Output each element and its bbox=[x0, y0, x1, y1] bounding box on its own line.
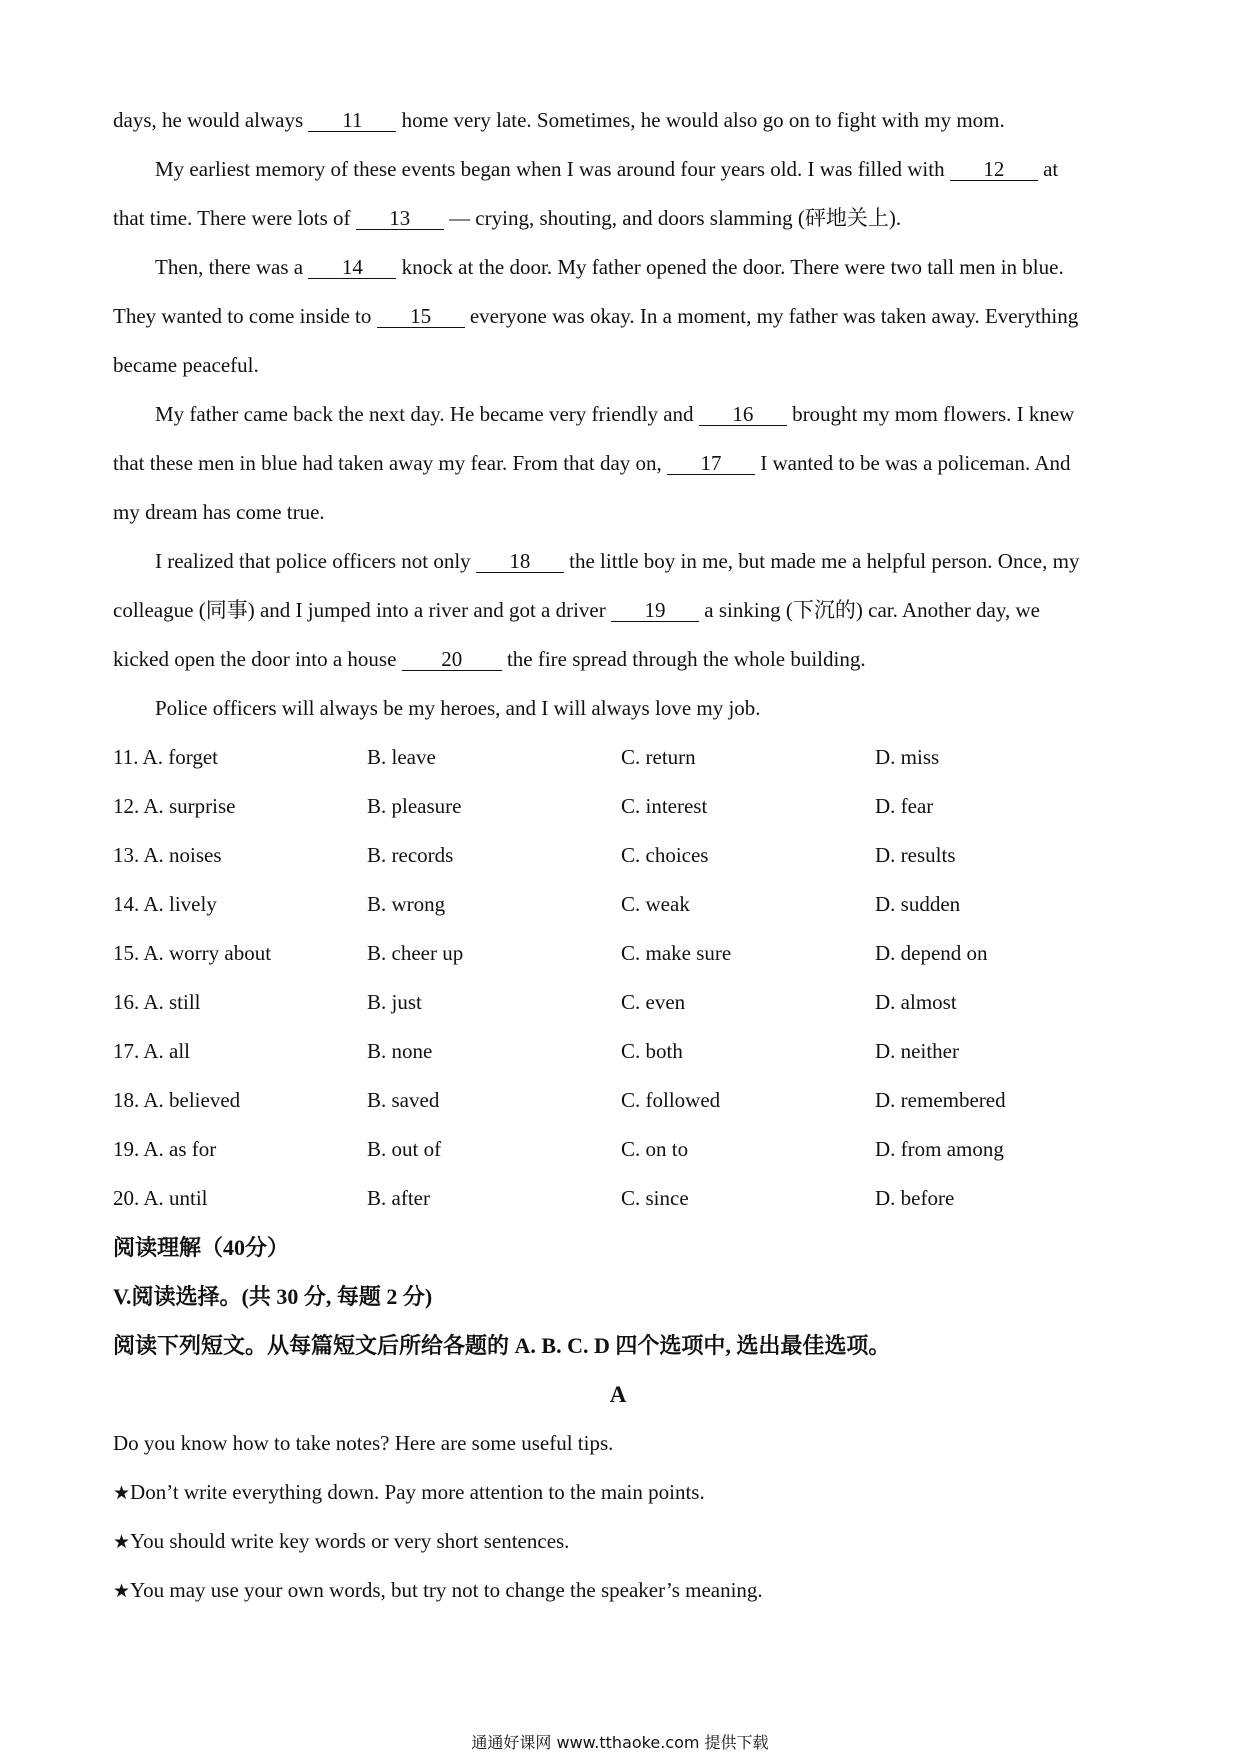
options-grid bbox=[113, 733, 1123, 1223]
option-d: D. neither bbox=[875, 1039, 959, 1063]
star-icon: ★ bbox=[113, 1531, 131, 1553]
option-a: 19. A. as for bbox=[113, 1137, 217, 1161]
text: everyone was okay. In a moment, my father was taken away. Everything bbox=[464, 304, 1079, 328]
option-d: D. from among bbox=[875, 1137, 1004, 1161]
text: home very late. Sometimes, he would also go on to fight with my mom. bbox=[396, 108, 1005, 132]
option-d: D. fear bbox=[875, 794, 934, 818]
option-c: C. both bbox=[621, 1039, 683, 1063]
passage-line: my dream has come true. bbox=[113, 500, 325, 524]
option-a: 18. A. believed bbox=[113, 1088, 241, 1112]
option-b: B. after bbox=[367, 1186, 430, 1210]
option-d: D. depend on bbox=[875, 941, 988, 965]
tip-text: You should write key words or very short sentences. bbox=[130, 1529, 570, 1553]
blank-13: 13 bbox=[356, 207, 444, 230]
blank-20: 20 bbox=[402, 648, 502, 671]
option-b: B. leave bbox=[367, 745, 436, 769]
passage-line bbox=[113, 145, 1123, 194]
option-a: 14. A. lively bbox=[113, 892, 217, 916]
section-heading: 阅读理解（40分） bbox=[113, 1235, 290, 1260]
text: I realized that police officers not only bbox=[155, 549, 476, 573]
passage-label: A bbox=[609, 1382, 627, 1407]
option-b: B. saved bbox=[367, 1088, 440, 1112]
option-a: 13. A. noises bbox=[113, 843, 222, 867]
passage-line bbox=[113, 96, 1123, 145]
option-b: B. out of bbox=[367, 1137, 442, 1161]
option-a: 12. A. surprise bbox=[113, 794, 236, 818]
text: days, he would always bbox=[113, 108, 309, 132]
text: knock at the door. My father opened the door. There were two tall men in blue. bbox=[396, 255, 1064, 279]
option-d: D. results bbox=[875, 843, 956, 867]
option-a: 16. A. still bbox=[113, 990, 201, 1014]
option-a: 11. A. forget bbox=[113, 745, 218, 769]
passage-line bbox=[113, 194, 1123, 243]
option-b: B. just bbox=[367, 990, 422, 1014]
option-c: C. even bbox=[621, 990, 686, 1014]
text: colleague (同事) and I jumped into a river and got a driver bbox=[113, 598, 611, 622]
option-b: B. pleasure bbox=[367, 794, 462, 818]
tip-text: You may use your own words, but try not to change the speaker’s meaning. bbox=[130, 1578, 763, 1602]
option-d: D. sudden bbox=[875, 892, 961, 916]
option-c: C. return bbox=[621, 745, 696, 769]
option-c: C. on to bbox=[621, 1137, 689, 1161]
star-icon: ★ bbox=[113, 1482, 131, 1504]
text: at bbox=[1037, 157, 1059, 181]
option-c: C. followed bbox=[621, 1088, 721, 1112]
star-icon: ★ bbox=[113, 1580, 131, 1602]
tip-item bbox=[113, 1517, 1123, 1566]
option-d: D. remembered bbox=[875, 1088, 1006, 1112]
option-b: B. cheer up bbox=[367, 941, 464, 965]
option-d: D. miss bbox=[875, 745, 940, 769]
text: They wanted to come inside to bbox=[113, 304, 377, 328]
option-c: C. interest bbox=[621, 794, 708, 818]
text: the fire spread through the whole building. bbox=[501, 647, 866, 671]
passage-line bbox=[113, 635, 1123, 684]
passage-line: Police officers will always be my heroes, and I will always love my job. bbox=[155, 696, 761, 720]
option-b: B. records bbox=[367, 843, 454, 867]
passage-line bbox=[113, 243, 1123, 292]
text: — crying, shouting, and doors slamming (砰地关上). bbox=[443, 206, 902, 230]
instruction: 阅读下列短文。从每篇短文后所给各题的 A. B. C. D 四个选项中, 选出最佳选项。 bbox=[113, 1333, 891, 1358]
page-footer: 通通好课网 www.tthaoke.com 提供下载 bbox=[471, 1733, 769, 1752]
tip-text: Don’t write everything down. Pay more attention to the main points. bbox=[130, 1480, 705, 1504]
text: brought my mom flowers. I knew bbox=[786, 402, 1075, 426]
text: that time. There were lots of bbox=[113, 206, 356, 230]
passage-line bbox=[113, 586, 1123, 635]
tip-item bbox=[113, 1566, 1123, 1615]
blank-17: 17 bbox=[667, 452, 755, 475]
option-c: C. make sure bbox=[621, 941, 732, 965]
option-c: C. since bbox=[621, 1186, 689, 1210]
blank-12: 12 bbox=[950, 158, 1038, 181]
passage-line bbox=[113, 439, 1123, 488]
passage-line bbox=[113, 390, 1123, 439]
text: a sinking (下沉的) car. Another day, we bbox=[699, 598, 1040, 622]
text: My father came back the next day. He became very friendly and bbox=[155, 402, 699, 426]
tip-item bbox=[113, 1468, 1123, 1517]
blank-16: 16 bbox=[699, 403, 787, 426]
blank-18: 18 bbox=[476, 550, 564, 573]
text: I wanted to be was a policeman. And bbox=[755, 451, 1071, 475]
text: the little boy in me, but made me a helpful person. Once, my bbox=[563, 549, 1080, 573]
option-c: C. weak bbox=[621, 892, 690, 916]
passage-line bbox=[113, 537, 1123, 586]
option-a: 20. A. until bbox=[113, 1186, 208, 1210]
blank-14: 14 bbox=[308, 256, 396, 279]
option-b: B. wrong bbox=[367, 892, 446, 916]
tips-intro: Do you know how to take notes? Here are some useful tips. bbox=[113, 1431, 614, 1455]
option-b: B. none bbox=[367, 1039, 433, 1063]
option-a: 15. A. worry about bbox=[113, 941, 272, 965]
text: My earliest memory of these events began when I was around four years old. I was filled with bbox=[155, 157, 950, 181]
passage-line bbox=[113, 292, 1123, 341]
text: that these men in blue had taken away my fear. From that day on, bbox=[113, 451, 668, 475]
text: kicked open the door into a house bbox=[113, 647, 402, 671]
blank-11: 11 bbox=[308, 109, 396, 132]
part-heading: V.阅读选择。(共 30 分, 每题 2 分) bbox=[113, 1284, 433, 1309]
text: Then, there was a bbox=[155, 255, 309, 279]
option-d: D. before bbox=[875, 1186, 955, 1210]
blank-15: 15 bbox=[377, 305, 465, 328]
blank-19: 19 bbox=[611, 599, 699, 622]
exam-page bbox=[113, 96, 1123, 1615]
option-d: D. almost bbox=[875, 990, 957, 1014]
option-a: 17. A. all bbox=[113, 1039, 190, 1063]
passage-line: became peaceful. bbox=[113, 353, 259, 377]
option-c: C. choices bbox=[621, 843, 709, 867]
